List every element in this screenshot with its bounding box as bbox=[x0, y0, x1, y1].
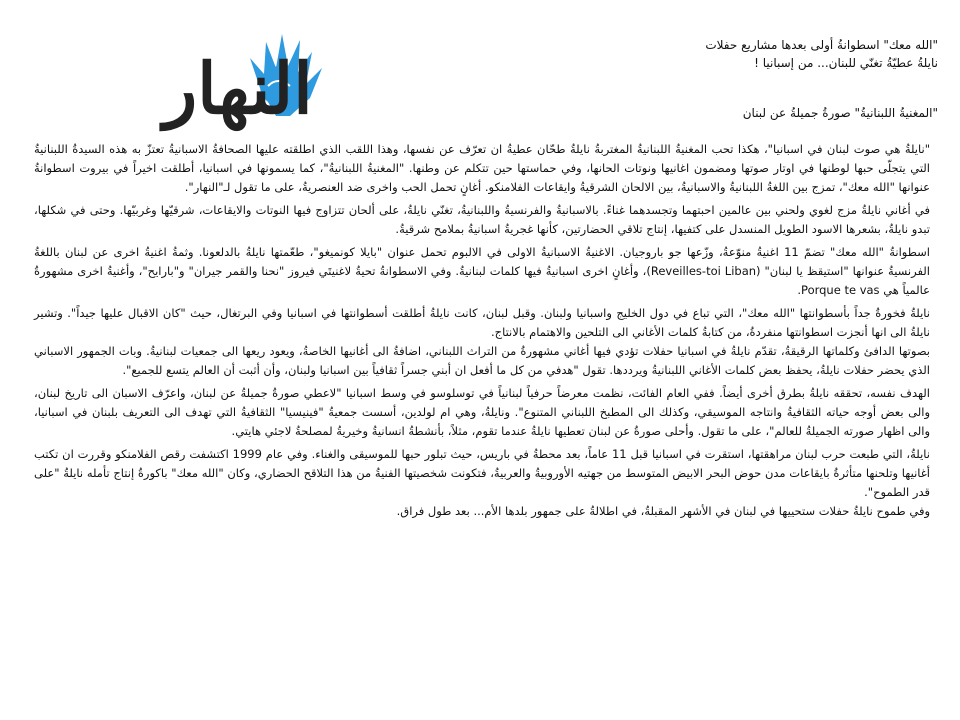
headline-line-1: "الله معك" اسطوانةُ أولى بعدها مشاريع حفلات bbox=[705, 38, 938, 52]
paragraph: "نايلةُ هي صوت لبنان في اسبانيا"، هكذا تحب المغنيةُ اللبنانيةُ المغتربةُ نايلةُ طحّان عطيةُ ان تعرّف عن نفسها، وهذا اللقب الذي اطلقته عليها الصحافةُ الاسبانيةُ تعتزّ به هذه السيدةُ اللبنانيةُ التي يتجلّى حبها لوطنها في اوتار صوتها ومضمون اغانيها ونوتات الحانها، وفي حماستها حين تتكلم عن وطنها. "المغنيةُ اللبنانيةُ"، كما يسمونها في اسبانيا، أطلقت اخيراً في بيروت اسطوانةُ عنوانها "الله معك"، تمزج بين اللغةُ اللبنانيةُ والاسبانيةُ، بين الالحان الشرقيةُ وايقاعات الفلامنكو. أغانٍ تحمل الحب واخرى ضد العنصريةُ، على ما تقول لـ"النهار". bbox=[34, 142, 930, 194]
paragraph: بصوتها الدافئ وكلماتها الرقيقةُ، تقدّم نايلةُ في اسبانيا حفلات تؤدي فيها أغاني مشهورةُ من التراث اللبناني، اضافةُ الى أغانيها الخاصةُ، ويعود ريعها الى جمعيات لبنانيةُ. وبات الجمهور الاسباني الذي يحضر حفلات نايلةُ، يحفظ بعض كلمات الأغاني اللبنانيةُ ويرددها. تقول "هدفي من كل ما أفعل ان أبني جسراً ثقافياً بين اسبانيا ولبنان، وأن أثبت أن العالم يتسع للجميع". bbox=[34, 344, 930, 377]
paragraph: اسطوانةُ "الله معك" تضمّ 11 اغنيةُ منوّعةُ، وزّعها جو باروجيان. الاغنيةُ الاسبانيةُ الاولى في الالبوم تحمل عنوان "بايلا كونميغو"، طعّمتها نايلةُ بالدلعونا. وثمةُ اغنيةُ اخرى عن لبنان باللغةُ الفرنسيةُ عنوانها "استيقظ يا لبنان" (Reveilles-toi Liban)، وأغانٍ اخرى اسبانيةُ فيها كلمات لبنانيةُ. وفي الاسطوانةُ تحيةُ لاغنيتَي فيروز "نحنا والقمر جيران" و"بارايح"، وأغنيةُ اخرى مشهورةُ عالمياً هي Porque te vas. bbox=[34, 245, 930, 297]
logo-wordmark: النهار bbox=[163, 47, 313, 130]
paragraph: وفي طموح نايلةُ حفلات ستحييها في لبنان في الأشهر المقبلةُ، في اطلالةُ على جمهور بلدها الأم... بعد طول فراق. bbox=[396, 504, 930, 518]
subheadline: "المغنيةُ اللبنانيةُ" صورةُ جميلةُ عن لبنان bbox=[742, 106, 938, 120]
paragraph: نايلةُ، التي طبعت حرب لبنان مراهقتها، استقرت في اسبانيا قبل 11 عاماً، بعد محطةُ في باريس، حيث تبلور حبها للموسيقى والغناء. وفي عام 1999 اكتشفت رقص الفلامنكو وقررت ان تكتب أغانيها وتلحنها متأثرةُ بايقاعات مدن حوض البحر الابيض المتوسط من جهتيه الأوروبيةُ والعربيةُ، فتكونت شخصيتها الفنيةُ من هذا التلاقح الحضاري، وكان "الله معك" باكورةُ إنتاج تأمله نايلةُ "على قدر الطموح". bbox=[34, 447, 930, 499]
paragraph: في أغاني نايلةُ مزج لغوي ولحني بين عالمين احبتهما وتجسدهما غناءً. بالاسبانيةُ والفرنسيةُ واللبنانيةُ، تغنّي نايلةُ، على ألحان تتزاوج فيها النوتات والايقاعات، شرقيّها وغربيّها. وحتى في شكلها، تبدو نايلةُ، بشعرها الاسود الطويل المنسدل على كتفيها، إنتاج تلاقي الحضارتين، كأنها غجريةُ اسبانيةُ بملامح شرقيةُ. bbox=[34, 203, 930, 236]
article-body bbox=[34, 140, 930, 521]
headline-line-2: نايلةُ عطيّةُ تغنّي للبنان... من إسبانيا ! bbox=[754, 56, 938, 70]
paragraph: الهدف نفسه، تحققه نايلةُ بطرق أخرى أيضاً. ففي العام الفائت، نظمت معرضاً حرفياً لبنانياً في توسلوسو في وسط اسبانيا "لاعطي صورةُ جميلةُ عن لبنان، واعرّف الاسبان الى تاريخ لبنان، والى بعض أوجه حياته الثقافيةُ وانتاجه الموسيقي، وكذلك الى المطبخ اللبناني المتنوع". ونايلةُ، وهي ام لولدين، أسست جمعيةُ "فينيسيا" الثقافيةُ التي تهدف الى التعريف بلبنان في اسبانيا، والى اظهار صورته الجميلةُ للعالم"، على ما تقول. وأحلى صورةُ عن لبنان تعطيها نايلةُ عندما تقوم، مثلاً، بأنشطةُ انسانيةُ وخيريةُ لمصلحةُ لاجئي هايتي. bbox=[34, 386, 930, 438]
newspaper-logo bbox=[104, 28, 372, 136]
paragraph: نايلةُ فخورةُ جداً بأسطوانتها "الله معك"، التي تباع في دول الخليج واسبانيا ولبنان. وقبل لبنان، كانت نايلةُ أطلقت أسطوانتها في اسبانيا وفي البرتغال، حيث "كان الاقبال عليها جيداً". وتشير نايلةُ الى انها أنجزت اسطوانتها منفردةُ، من كتابةُ كلمات الأغاني الى التلحين والاهتمام بالانتاج. bbox=[34, 306, 930, 339]
